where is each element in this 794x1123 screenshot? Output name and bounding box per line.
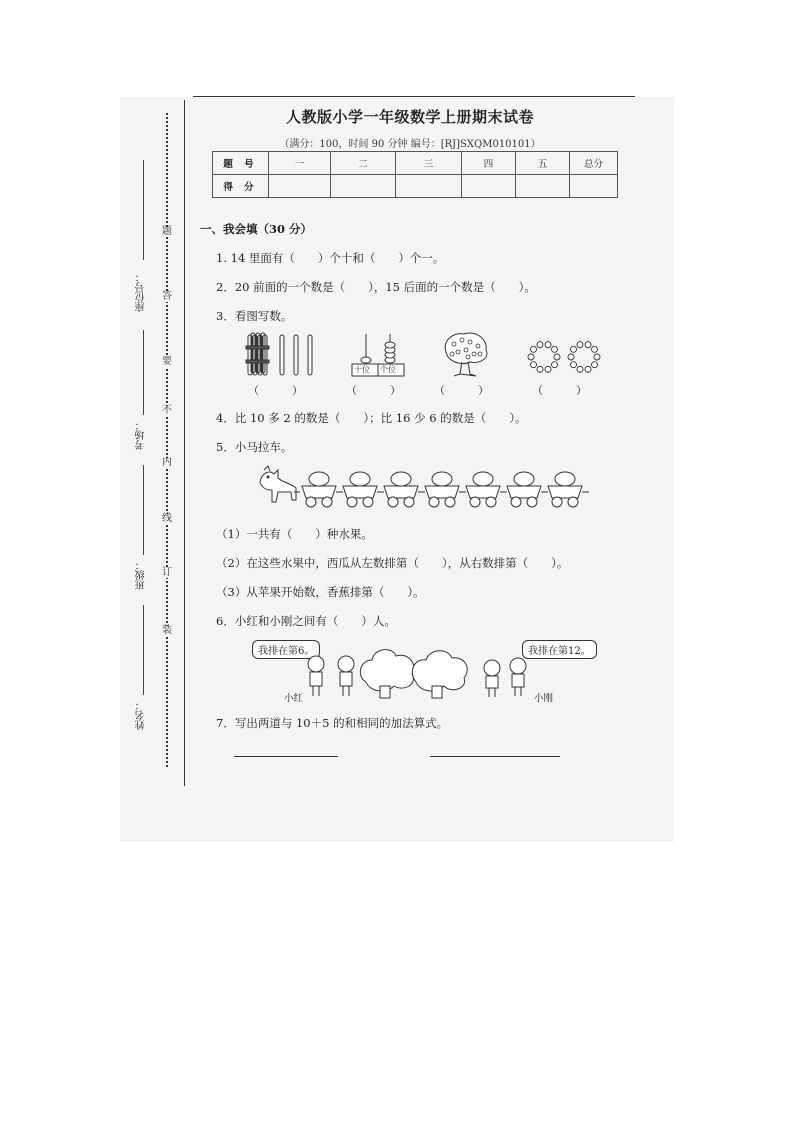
bush-icon bbox=[360, 650, 467, 698]
bead-icon bbox=[570, 346, 576, 352]
fruit-tree-picture bbox=[440, 330, 492, 378]
horse-icon bbox=[260, 466, 296, 502]
score-table-cell: 总分 bbox=[570, 152, 618, 175]
notice-char: 内 bbox=[162, 457, 172, 468]
notice-char: 答 bbox=[162, 291, 172, 302]
question-2: 2．20 前面的一个数是（ ），15 后面的一个数是（ ）。 bbox=[216, 280, 536, 294]
bead-icon bbox=[585, 342, 591, 348]
score-table-cell: 题 号 bbox=[213, 152, 269, 175]
bead-icon bbox=[552, 346, 558, 352]
notice-char: 要 bbox=[162, 356, 172, 367]
fruit-cart-icon bbox=[384, 472, 425, 507]
score-table-cell: 二 bbox=[331, 152, 396, 175]
bead-icon bbox=[592, 362, 598, 368]
fruit-cart-icon bbox=[507, 472, 548, 507]
answer-blank[interactable]: （ ） bbox=[434, 384, 489, 397]
bead-icon bbox=[594, 354, 600, 360]
score-table-cell: 三 bbox=[396, 152, 462, 175]
abacus-label-tens: 十位 bbox=[354, 365, 370, 374]
name-field[interactable] bbox=[143, 605, 144, 695]
class-label: 班级： bbox=[136, 560, 147, 590]
score-table bbox=[212, 151, 618, 198]
answer-line[interactable] bbox=[430, 756, 560, 757]
speech-bubble-xiaogang: 我排在第12。 bbox=[522, 640, 597, 659]
name-label: 姓名： bbox=[136, 700, 147, 730]
notice-char: 装 bbox=[162, 625, 172, 636]
notice-char: 不 bbox=[162, 405, 172, 416]
score-table-header-row bbox=[213, 152, 618, 175]
bead-icon bbox=[568, 354, 574, 360]
name-xiaogang: 小刚 bbox=[534, 693, 554, 704]
speech-bubble-xiaohong: 我排在第6。 bbox=[252, 640, 320, 659]
bead-icon bbox=[554, 354, 560, 360]
notice-char: 线 bbox=[162, 513, 172, 524]
fruit-cart-icon bbox=[466, 472, 507, 507]
bead-icon bbox=[552, 362, 558, 368]
page-title: 人教版小学一年级数学上册期末试卷 bbox=[285, 108, 534, 126]
name-xiaohong: 小红 bbox=[284, 693, 304, 704]
bead-icon bbox=[530, 362, 536, 368]
exam-info: （满分：100，时间 90 分钟 编号：[RJ]SXQM010101） bbox=[279, 139, 541, 150]
bead-icon bbox=[545, 366, 551, 372]
bead-icon bbox=[537, 366, 543, 372]
bead-icon bbox=[577, 342, 583, 348]
top-rule bbox=[193, 96, 635, 97]
answer-blank[interactable]: （ ） bbox=[532, 384, 587, 397]
bead-rings-picture bbox=[526, 340, 604, 374]
question-7: 7．写出两道与 10＋5 的和相同的加法算式。 bbox=[216, 716, 449, 730]
queue-picture bbox=[296, 642, 536, 702]
seat-number-field[interactable] bbox=[143, 160, 144, 260]
question-5-1: （1）一共有（ ）种水果。 bbox=[216, 527, 373, 541]
section-heading: 一、我会填（30 分） bbox=[200, 222, 313, 236]
bead-icon bbox=[528, 354, 534, 360]
bead-icon bbox=[545, 342, 551, 348]
fruit-cart-icon bbox=[425, 472, 466, 507]
score-table-cell: 得 分 bbox=[213, 175, 269, 198]
bead-icon bbox=[570, 362, 576, 368]
score-input[interactable] bbox=[516, 175, 570, 198]
question-1: 1. 14 里面有（ ）个十和（ ）个一。 bbox=[216, 251, 445, 265]
abacus-label-ones: 个位 bbox=[380, 365, 396, 374]
exam-room-field[interactable] bbox=[143, 330, 144, 415]
question-6: 6．小红和小刚之间有（ ）人。 bbox=[216, 614, 396, 628]
exam-room-label: 考场： bbox=[136, 420, 147, 450]
bead-icon bbox=[537, 342, 543, 348]
answer-blank[interactable]: （ ） bbox=[346, 384, 401, 397]
notice-char: 订 bbox=[162, 567, 172, 578]
fruit-cart-icon bbox=[302, 472, 343, 507]
bead-icon bbox=[530, 346, 536, 352]
class-field[interactable] bbox=[143, 465, 144, 555]
score-input[interactable] bbox=[269, 175, 331, 198]
score-input[interactable] bbox=[396, 175, 462, 198]
answer-line[interactable] bbox=[234, 756, 338, 757]
bead-icon bbox=[592, 346, 598, 352]
notice-char: 题 bbox=[162, 226, 172, 237]
score-table-cell: 四 bbox=[462, 152, 516, 175]
score-table-cell: 五 bbox=[516, 152, 570, 175]
score-table-cell: 一 bbox=[269, 152, 331, 175]
question-5: 5．小马拉车。 bbox=[216, 440, 293, 454]
binding-solid-line bbox=[184, 100, 185, 786]
bundle-of-ten-icon bbox=[246, 333, 269, 375]
fruit-cart-icon bbox=[343, 472, 384, 507]
question-4: 4．比 10 多 2 的数是（ ）；比 16 少 6 的数是（ ）。 bbox=[216, 411, 527, 425]
total-score-input[interactable] bbox=[570, 175, 618, 198]
sticks-picture bbox=[244, 332, 324, 378]
score-input[interactable] bbox=[462, 175, 516, 198]
answer-blank[interactable]: （ ） bbox=[248, 384, 303, 397]
bead-icon bbox=[585, 366, 591, 372]
horse-cart-picture bbox=[256, 462, 590, 510]
single-stick-icon bbox=[280, 335, 312, 375]
score-input[interactable] bbox=[331, 175, 396, 198]
question-5-3: （3）从苹果开始数，香蕉排第（ ）。 bbox=[216, 585, 425, 599]
question-3: 3．看图写数。 bbox=[216, 309, 293, 323]
fruit-cart-icon bbox=[548, 472, 589, 507]
binding-dotted-line bbox=[166, 113, 168, 767]
question-5-2: （2）在这些水果中，西瓜从左数排第（ ），从右数排第（ ）。 bbox=[216, 556, 569, 570]
seat-number-label: 座位号： bbox=[136, 272, 147, 312]
bead-icon bbox=[577, 366, 583, 372]
score-table-score-row bbox=[213, 175, 618, 198]
